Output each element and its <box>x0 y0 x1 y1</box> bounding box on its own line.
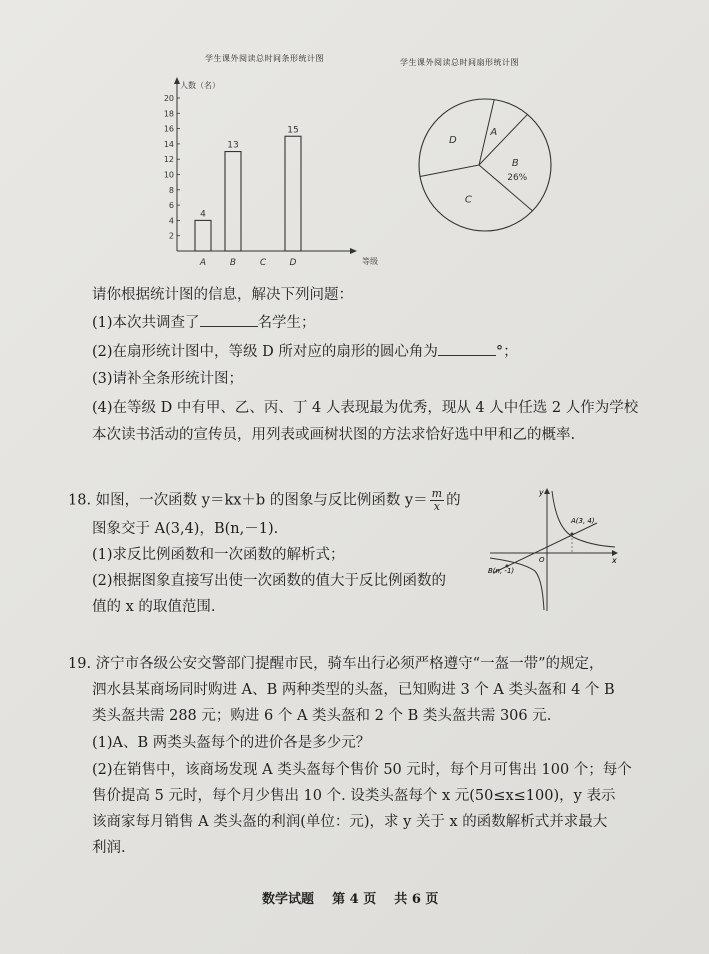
q18-line1 <box>68 488 461 513</box>
bar-y-tick-label: 16 <box>163 124 174 134</box>
q18-line1-end: 的 <box>446 492 461 509</box>
q19-line3: 类头盔共需 288 元；购进 6 个 A 类头盔和 2 个 B 类头盔共需 306 元. <box>92 708 552 724</box>
q17-part3: (3)请补全条形统计图； <box>92 371 244 387</box>
q18-line5: 值的 x 的取值范围. <box>92 599 216 615</box>
bar-y-tick-label: 10 <box>163 170 174 180</box>
bar-y-tick-label: 18 <box>163 109 174 119</box>
bar-category-label: D <box>289 258 297 268</box>
bar-y-tick-label: 4 <box>168 216 174 226</box>
linear-function <box>493 523 597 573</box>
pie-slice-boundary <box>479 114 527 165</box>
q17-part2-blank[interactable] <box>438 355 496 356</box>
bar-A <box>195 220 211 251</box>
q19-line1: 19. 济宁市各级公安交警部门提醒市民，骑车出行必须严格遵守“一盔一带”的规定， <box>68 656 604 672</box>
bar-value-label: 13 <box>227 140 239 151</box>
bar-y-tick-label: 2 <box>168 231 174 241</box>
bar-chart <box>140 70 400 280</box>
bar-B <box>225 152 241 251</box>
bar-y-tick-label: 12 <box>163 155 174 165</box>
q19-line8: 利润. <box>92 840 126 856</box>
pie-chart-title: 学生课外阅读总时间扇形统计图 <box>400 58 519 67</box>
q18-line1-text: 18. 如图，一次函数 y＝kx＋b 的图象与反比例函数 y＝ <box>68 492 428 509</box>
bar-value-label: 4 <box>200 209 206 220</box>
q18-line4: (2)根据图象直接写出使一次函数的值大于反比例函数的 <box>92 573 447 589</box>
bar-y-tick-label: 8 <box>168 185 174 195</box>
q17-part2 <box>92 345 518 360</box>
q17-part1-text: (1)本次共调查了 <box>92 315 200 331</box>
q17-part2-text: (2)在扇形统计图中，等级 D 所对应的扇形的圆心角为 <box>92 344 438 360</box>
label-x: x <box>612 556 617 565</box>
q18-line2: 图象交于 A(3,4)，B(n,－1). <box>92 521 279 537</box>
hyperbola-branch-2 <box>490 558 544 610</box>
bar-category-label: A <box>199 258 207 268</box>
q17-part2-unit: °； <box>495 344 518 360</box>
bar-category-label: B <box>229 258 237 268</box>
bar-x-arrow <box>350 248 357 254</box>
bar-chart-ylabel: 人数（名） <box>180 81 220 90</box>
q17-part4-line1: (4)在等级 D 中有甲、乙、丙、丁 4 人表现最为优秀，现从 4 人中任选 2 人作为学校 <box>92 400 639 416</box>
q17-part4-line2: 本次读书活动的宣传员，用列表或画树状图的方法求恰好选中甲和乙的概率. <box>92 427 576 443</box>
q19-line2: 泗水县某商场同时购进 A、B 两种类型的头盔，已知购进 3 个 A 类头盔和 4 个 B <box>92 682 615 698</box>
bar-y-tick-label: 6 <box>168 201 174 211</box>
q18-fraction <box>430 488 444 513</box>
label-b: B(n, -1) <box>488 567 515 575</box>
pie-slice-label-B: B <box>511 158 519 170</box>
pie-slice-boundary <box>479 165 532 211</box>
q18-line3: (1)求反比例函数和一次函数的解析式； <box>92 547 345 563</box>
function-graph <box>485 485 625 615</box>
bar-chart-title: 学生课外阅读总时间条形统计图 <box>205 54 324 63</box>
page-footer: 数学试题 第 4 页 共 6 页 <box>262 892 439 907</box>
q17-part1 <box>92 316 316 331</box>
q17-part1-blank[interactable] <box>200 326 258 327</box>
q17-part1-unit: 名学生； <box>257 315 316 331</box>
q19-line7: 该商家每月销售 A 类头盔的利润(单位：元)，求 y 关于 x 的函数解析式并求最大 <box>92 814 608 830</box>
label-y: y <box>539 488 544 497</box>
q19-line4: (1)A、B 两类头盔每个的进价各是多少元？ <box>92 735 371 751</box>
point-a <box>571 533 574 536</box>
bar-category-label: C <box>259 258 267 268</box>
q18-frac-den: x <box>433 500 440 514</box>
bar-y-tick-label: 20 <box>163 94 174 103</box>
bar-y-tick-label: 14 <box>163 139 174 149</box>
bar-value-label: 15 <box>287 125 299 136</box>
q18-frac-num: m <box>431 487 443 500</box>
pie-slice-percent: 26% <box>507 173 528 184</box>
pie-slice-label-C: C <box>464 194 472 206</box>
label-a: A(3, 4) <box>571 517 595 525</box>
q19-line6: 售价提高 5 元时，每个月少售出 10 个. 设类头盔每个 x 元(50≤x≤100)，y 表示 <box>92 788 616 804</box>
q17-intro: 请你根据统计图的信息，解决下列问题： <box>92 287 353 303</box>
bar-D <box>285 136 301 251</box>
pie-slice-label-D: D <box>449 134 457 146</box>
q19-line5: (2)在销售中，该商场发现 A 类头盔每个售价 50 元时，每个月可售出 100 个；每个 <box>92 762 632 778</box>
pie-chart <box>405 85 565 245</box>
label-origin: O <box>539 556 545 564</box>
pie-circle <box>419 99 551 231</box>
bar-chart-xlabel: 等级 <box>362 257 378 266</box>
pie-slice-label-A: A <box>490 126 498 138</box>
pie-slice-boundary <box>420 165 479 176</box>
